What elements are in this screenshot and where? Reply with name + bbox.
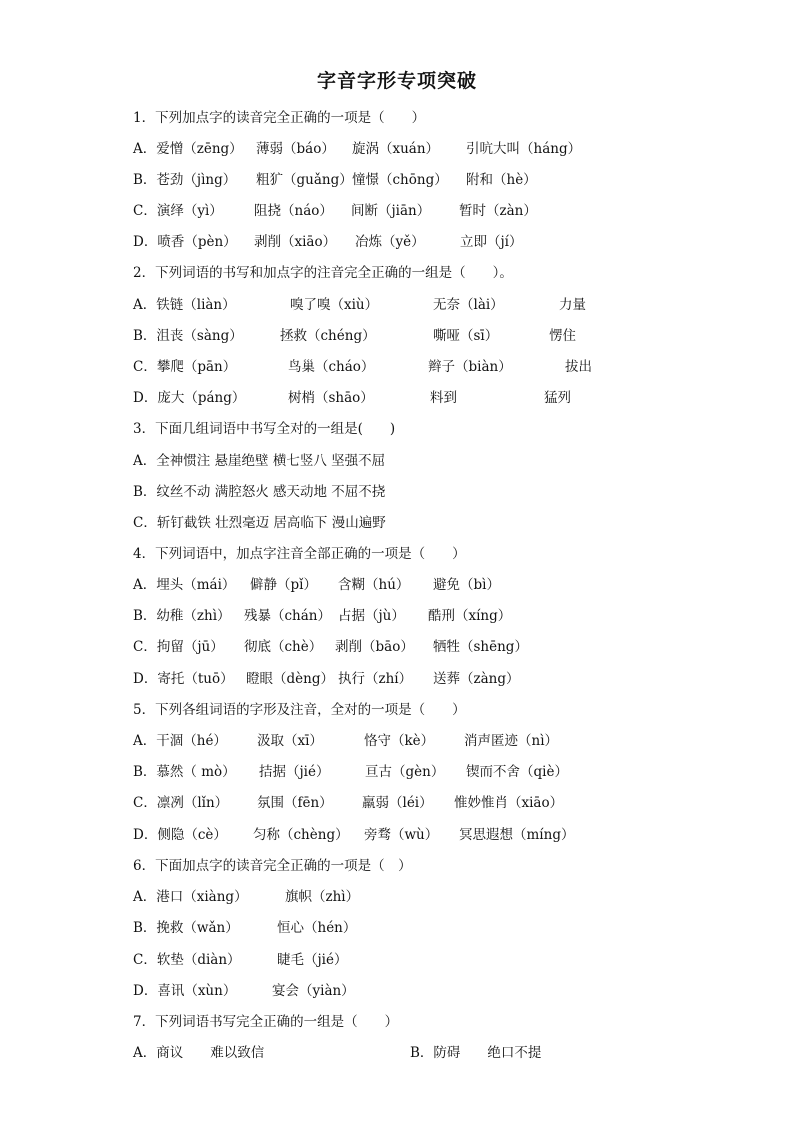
option-item: 瞪眼（dèng） — [246, 671, 334, 687]
option-item: A．商议 难以致信 — [133, 1045, 265, 1061]
option-item: 执行（zhí） — [338, 671, 413, 687]
option-item: 附和（hè） — [466, 172, 537, 188]
question-4-option-c — [0, 637, 794, 668]
option-item: 立即（jí） — [460, 234, 523, 250]
option-item: 旗帜（zhì） — [285, 889, 360, 905]
option-item: D．庞大（páng） — [133, 390, 246, 406]
option-item: 僻静（pǐ） — [250, 577, 317, 593]
option-item: B．防碍 绝口不提 — [410, 1045, 542, 1061]
option-item: 锲而不舍（qiè） — [466, 764, 568, 780]
question-7-options — [0, 1043, 794, 1074]
option-item: 薄弱（báo） — [256, 141, 335, 157]
option-item: 力量 — [559, 297, 586, 313]
question-text: 2．下列词语的书写和加点字的注音完全正确的一组是（ ）。 — [133, 265, 513, 281]
option-item: 牺牲（shēng） — [433, 639, 528, 655]
question-6-option-d — [0, 981, 794, 1012]
option-item: 睫毛（jié） — [277, 952, 348, 968]
option-item: 旁骛（wù） — [364, 827, 439, 843]
option-item: 辫子（biàn） — [428, 359, 512, 375]
option-item: 恒心（hén） — [277, 920, 357, 936]
option-item: 避免（bì） — [433, 577, 500, 593]
question-1-stem — [0, 108, 794, 139]
option-item: C．凛冽（lǐn） — [133, 795, 229, 811]
question-4-option-b — [0, 606, 794, 637]
option-item: B．沮丧（sàng） — [133, 328, 243, 344]
question-text: 4．下列词语中，加点字注音全部正确的一项是（ ） — [133, 546, 466, 562]
option-item: 含糊（hú） — [338, 577, 410, 593]
option-item: 愣住 — [549, 328, 576, 344]
question-2-option-c — [0, 357, 794, 388]
question-5-option-a — [0, 731, 794, 762]
question-3-option-b — [0, 482, 794, 513]
option-item: 送葬（zàng） — [433, 671, 520, 687]
option-item: 惟妙惟肖（xiāo） — [454, 795, 564, 811]
option-item: C．攀爬（pān） — [133, 359, 237, 375]
option-item: A．铁链（liàn） — [133, 297, 236, 313]
question-5-option-d — [0, 825, 794, 856]
question-text: 7．下列词语书写完全正确的一组是（ ） — [133, 1014, 399, 1030]
option-item: 阻挠（náo） — [254, 203, 333, 219]
option-item: B．纹丝不动 满腔怒火 感天动地 不屈不挠 — [133, 484, 386, 500]
option-item: 料到 — [430, 390, 457, 406]
question-6-option-b — [0, 918, 794, 949]
option-item: 粗犷（guǎng） — [256, 172, 353, 188]
option-item: 引吭大叫（háng） — [466, 141, 582, 157]
question-text: 1．下列加点字的读音完全正确的一项是（ ） — [133, 110, 426, 126]
option-item: 剥削（xiāo） — [254, 234, 337, 250]
question-4-option-a — [0, 575, 794, 606]
question-1-option-a — [0, 139, 794, 170]
question-3-option-c — [0, 513, 794, 544]
option-item: B．慕然（ mò） — [133, 764, 236, 780]
option-item: D．喷香（pèn） — [133, 234, 237, 250]
option-item: 彻底（chè） — [244, 639, 323, 655]
question-6-option-a — [0, 887, 794, 918]
option-item: A．全神惯注 悬崖绝壁 横七竖八 坚强不屈 — [133, 453, 386, 469]
option-item: 憧憬（chōng） — [352, 172, 448, 188]
option-item: 酷刑（xíng） — [428, 608, 512, 624]
option-item: 暂时（zàn） — [459, 203, 537, 219]
question-7-stem — [0, 1012, 794, 1043]
question-4-stem — [0, 544, 794, 575]
option-item: 恪守（kè） — [364, 733, 435, 749]
option-item: C．软垫（diàn） — [133, 952, 241, 968]
option-item: B．苍劲（jìng） — [133, 172, 237, 188]
option-item: A．埋头（mái） — [133, 577, 236, 593]
option-item: A．干涸（hé） — [133, 733, 227, 749]
option-item: 残暴（chán） — [244, 608, 331, 624]
option-item: 汲取（xī） — [257, 733, 323, 749]
option-item: 宴会（yiàn） — [272, 983, 355, 999]
question-5-option-c — [0, 793, 794, 824]
question-1-option-d — [0, 232, 794, 263]
option-item: C．拘留（jū） — [133, 639, 224, 655]
option-item: 猛列 — [544, 390, 571, 406]
question-2-option-d — [0, 388, 794, 419]
option-item: 剥削（bāo） — [335, 639, 414, 655]
option-item: 占据（jù） — [338, 608, 405, 624]
option-item: 间断（jiān） — [351, 203, 431, 219]
option-item: C．斩钉截铁 壮烈毫迈 居高临下 漫山遍野 — [133, 515, 386, 531]
option-item: 拯救（chéng） — [280, 328, 376, 344]
option-item: A．爱憎（zēng） — [133, 141, 243, 157]
question-text: 6．下面加点字的读音完全正确的一项是（ ） — [133, 858, 412, 874]
option-item: 旋涡（xuán） — [352, 141, 440, 157]
option-item: 羸弱（léi） — [362, 795, 433, 811]
option-item: D．侧隐（cè） — [133, 827, 227, 843]
option-item: 嗅了嗅（xiù） — [290, 297, 379, 313]
page-title: 字音字形专项突破 — [316, 70, 477, 92]
question-6-option-c — [0, 950, 794, 981]
question-3-option-a — [0, 451, 794, 482]
option-item: B．挽救（wǎn） — [133, 920, 239, 936]
question-4-option-d — [0, 669, 794, 700]
question-2-stem — [0, 263, 794, 294]
option-item: B．幼稚（zhì） — [133, 608, 231, 624]
option-item: 匀称（chèng） — [253, 827, 349, 843]
option-item: 嘶哑（sī） — [433, 328, 499, 344]
option-item: A．港口（xiàng） — [133, 889, 248, 905]
option-item: 消声匿迹（nì） — [464, 733, 559, 749]
question-5-stem — [0, 700, 794, 731]
question-3-stem — [0, 419, 794, 450]
question-1-option-c — [0, 201, 794, 232]
option-item: 亘古（gèn） — [365, 764, 445, 780]
question-2-option-b — [0, 326, 794, 357]
question-1-option-b — [0, 170, 794, 201]
option-item: 树梢（shāo） — [288, 390, 374, 406]
option-item: D．喜讯（xùn） — [133, 983, 237, 999]
question-text: 3．下面几组词语中书写全对的一组是( ) — [133, 421, 396, 437]
option-item: D．寄托（tuō） — [133, 671, 234, 687]
option-item: 无奈（lài） — [433, 297, 504, 313]
option-item: 冶炼（yě） — [355, 234, 425, 250]
question-text: 5．下列各组词语的字形及注音，全对的一项是（ ） — [133, 702, 466, 718]
option-item: 冥思遐想（míng） — [459, 827, 575, 843]
option-item: C．演绎（yì） — [133, 203, 223, 219]
question-6-stem — [0, 856, 794, 887]
question-5-option-b — [0, 762, 794, 793]
option-item: 鸟巢（cháo） — [288, 359, 375, 375]
option-item: 拔出 — [565, 359, 592, 375]
option-item: 拮据（jié） — [259, 764, 330, 780]
question-2-option-a — [0, 295, 794, 326]
option-item: 氛围（fēn） — [257, 795, 333, 811]
